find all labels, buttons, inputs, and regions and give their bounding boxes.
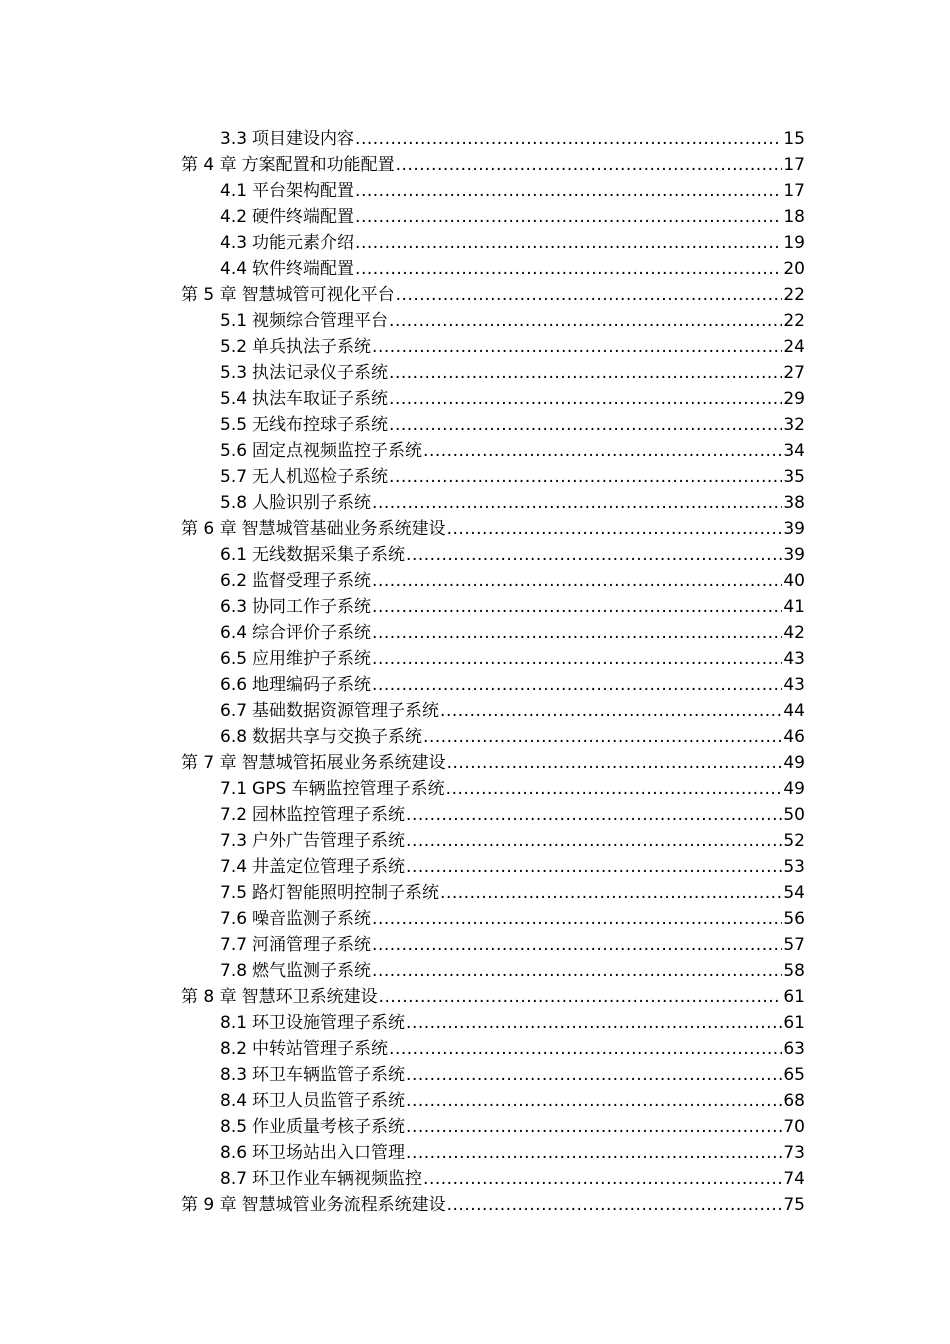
toc-entry-title: [220, 776, 445, 802]
toc-entry-number: 7.3: [220, 831, 248, 851]
toc-dot-leader: [389, 386, 782, 412]
toc-dot-leader: [396, 152, 783, 178]
toc-dot-leader: [389, 308, 782, 334]
toc-entry-title: [220, 1140, 405, 1166]
toc-entry-title: [220, 1010, 405, 1036]
toc-dot-leader: [423, 724, 782, 750]
toc-page-number: 54: [783, 883, 805, 903]
toc-dot-leader: [355, 256, 782, 282]
toc-section-entry[interactable]: [220, 932, 805, 958]
toc-section-entry[interactable]: [220, 906, 805, 932]
toc-entry-text: 无线数据采集子系统: [252, 545, 406, 565]
toc-section-entry[interactable]: [220, 1114, 805, 1140]
toc-page-number: 17: [783, 155, 805, 175]
toc-entry-title: [220, 880, 439, 906]
toc-page-number: 38: [783, 493, 805, 513]
toc-entry-title: [220, 204, 354, 230]
toc-entry-number: 第 6 章: [181, 519, 237, 539]
toc-section-entry[interactable]: [220, 308, 805, 334]
toc-entry-text: 软件终端配置: [252, 259, 355, 279]
toc-entry-title: [220, 724, 422, 750]
toc-section-entry[interactable]: [220, 828, 805, 854]
toc-page-number: 75: [783, 1195, 805, 1215]
toc-dot-leader: [406, 802, 782, 828]
toc-dot-leader: [446, 776, 783, 802]
toc-entry-text: 功能元素介绍: [252, 233, 355, 253]
toc-entry-text: GPS 车辆监控管理子系统: [252, 779, 445, 799]
toc-chapter-entry[interactable]: [181, 1192, 805, 1218]
toc-entry-text: 中转站管理子系统: [252, 1039, 389, 1059]
toc-page-number: 40: [783, 571, 805, 591]
toc-entry-number: 6.5: [220, 649, 248, 669]
toc-entry-number: 第 5 章: [181, 285, 237, 305]
toc-section-entry[interactable]: [220, 958, 805, 984]
toc-entry-title: [220, 126, 354, 152]
toc-page-number: 34: [783, 441, 805, 461]
toc-entry-number: 7.2: [220, 805, 248, 825]
toc-entry-number: 5.3: [220, 363, 248, 383]
toc-section-entry[interactable]: [220, 1140, 805, 1166]
toc-entry-number: 第 7 章: [181, 753, 237, 773]
toc-dot-leader: [372, 568, 782, 594]
toc-entry-text: 智慧环卫系统建设: [241, 987, 378, 1007]
toc-entry-number: 4.4: [220, 259, 248, 279]
toc-dot-leader: [423, 1166, 782, 1192]
toc-entry-number: 第 4 章: [181, 155, 237, 175]
toc-entry-text: 执法记录仪子系统: [252, 363, 389, 383]
toc-page-number: 29: [783, 389, 805, 409]
toc-dot-leader: [389, 1036, 782, 1062]
toc-entry-title: [220, 490, 371, 516]
toc-page-number: 49: [783, 779, 805, 799]
toc-page-number: 61: [783, 987, 805, 1007]
toc-entry-number: 7.6: [220, 909, 248, 929]
toc-dot-leader: [406, 828, 782, 854]
toc-entry-title: [181, 152, 395, 178]
toc-entry-text: 燃气监测子系统: [252, 961, 372, 981]
toc-dot-leader: [389, 412, 782, 438]
toc-entry-title: [220, 542, 405, 568]
toc-dot-leader: [372, 594, 782, 620]
toc-page-number: 73: [783, 1143, 805, 1163]
toc-dot-leader: [406, 1140, 782, 1166]
toc-entry-number: 5.4: [220, 389, 248, 409]
toc-entry-title: [220, 1166, 422, 1192]
toc-page-number: 19: [783, 233, 805, 253]
toc-section-entry[interactable]: [220, 386, 805, 412]
toc-dot-leader: [396, 282, 783, 308]
toc-section-entry[interactable]: [220, 672, 805, 698]
toc-section-entry[interactable]: [220, 802, 805, 828]
toc-entry-number: 6.2: [220, 571, 248, 591]
toc-entry-number: 6.8: [220, 727, 248, 747]
toc-dot-leader: [372, 932, 782, 958]
toc-entry-text: 路灯智能照明控制子系统: [252, 883, 440, 903]
toc-section-entry[interactable]: [220, 334, 805, 360]
toc-page-number: 32: [783, 415, 805, 435]
toc-section-entry[interactable]: [220, 412, 805, 438]
toc-page-number: 56: [783, 909, 805, 929]
toc-section-entry[interactable]: [220, 1010, 805, 1036]
toc-entry-title: [181, 984, 378, 1010]
toc-entry-text: 井盖定位管理子系统: [252, 857, 406, 877]
toc-page-number: 58: [783, 961, 805, 981]
toc-dot-leader: [447, 1192, 783, 1218]
toc-dot-leader: [372, 620, 782, 646]
toc-section-entry[interactable]: [220, 542, 805, 568]
toc-page-number: 61: [783, 1013, 805, 1033]
toc-dot-leader: [440, 698, 782, 724]
toc-page-number: 50: [783, 805, 805, 825]
toc-dot-leader: [372, 646, 782, 672]
toc-entry-number: 7.7: [220, 935, 248, 955]
toc-entry-number: 第 9 章: [181, 1195, 237, 1215]
toc-entry-text: 执法车取证子系统: [252, 389, 389, 409]
toc-entry-number: 6.3: [220, 597, 248, 617]
toc-entry-number: 8.5: [220, 1117, 248, 1137]
toc-section-entry[interactable]: [220, 1166, 805, 1192]
toc-entry-title: [220, 646, 371, 672]
toc-entry-text: 方案配置和功能配置: [241, 155, 395, 175]
toc-entry-text: 监督受理子系统: [252, 571, 372, 591]
toc-entry-number: 5.1: [220, 311, 248, 331]
toc-entry-number: 7.8: [220, 961, 248, 981]
toc-page-number: 57: [783, 935, 805, 955]
toc-entry-title: [181, 516, 446, 542]
toc-page-number: 42: [783, 623, 805, 643]
toc-section-entry[interactable]: [220, 1036, 805, 1062]
toc-entry-text: 环卫场站出入口管理: [252, 1143, 406, 1163]
toc-dot-leader: [389, 360, 782, 386]
toc-page-number: 70: [783, 1117, 805, 1137]
toc-entry-title: [220, 594, 371, 620]
table-of-contents: [0, 126, 950, 1218]
toc-chapter-entry[interactable]: [181, 984, 805, 1010]
toc-entry-text: 无人机巡检子系统: [252, 467, 389, 487]
toc-entry-title: [220, 1088, 405, 1114]
toc-entry-title: [220, 802, 405, 828]
toc-entry-text: 数据共享与交换子系统: [252, 727, 423, 747]
toc-entry-title: [220, 620, 371, 646]
toc-section-entry[interactable]: [220, 646, 805, 672]
toc-dot-leader: [406, 1010, 782, 1036]
toc-dot-leader: [406, 1088, 782, 1114]
toc-entry-number: 第 8 章: [181, 987, 237, 1007]
toc-dot-leader: [372, 672, 782, 698]
toc-entry-text: 单兵执法子系统: [252, 337, 372, 357]
toc-dot-leader: [440, 880, 782, 906]
toc-entry-number: 8.1: [220, 1013, 248, 1033]
toc-entry-title: [220, 256, 354, 282]
toc-entry-title: [220, 412, 388, 438]
toc-section-entry[interactable]: [220, 230, 805, 256]
toc-entry-text: 智慧城管基础业务系统建设: [241, 519, 446, 539]
toc-entry-number: 4.3: [220, 233, 248, 253]
toc-entry-number: 5.6: [220, 441, 248, 461]
toc-entry-title: [220, 464, 388, 490]
toc-entry-title: [220, 230, 354, 256]
toc-dot-leader: [389, 464, 782, 490]
toc-entry-title: [220, 698, 439, 724]
toc-entry-text: 协同工作子系统: [252, 597, 372, 617]
toc-entry-text: 项目建设内容: [252, 129, 355, 149]
toc-entry-title: [220, 438, 422, 464]
toc-chapter-entry[interactable]: [181, 516, 805, 542]
toc-section-entry[interactable]: [220, 360, 805, 386]
toc-page-number: 39: [783, 545, 805, 565]
toc-entry-text: 环卫人员监管子系统: [252, 1091, 406, 1111]
toc-section-entry[interactable]: [220, 178, 805, 204]
toc-entry-title: [220, 1036, 388, 1062]
toc-entry-text: 应用维护子系统: [252, 649, 372, 669]
toc-section-entry[interactable]: [220, 776, 805, 802]
toc-entry-number: 7.1: [220, 779, 248, 799]
toc-entry-text: 视频综合管理平台: [252, 311, 389, 331]
toc-entry-text: 噪音监测子系统: [252, 909, 372, 929]
toc-entry-title: [181, 282, 395, 308]
toc-entry-title: [220, 386, 388, 412]
toc-entry-title: [220, 672, 371, 698]
toc-dot-leader: [406, 1062, 782, 1088]
toc-section-entry[interactable]: [220, 464, 805, 490]
toc-entry-title: [220, 178, 354, 204]
toc-entry-number: 7.5: [220, 883, 248, 903]
toc-entry-number: 5.2: [220, 337, 248, 357]
toc-entry-text: 无线布控球子系统: [252, 415, 389, 435]
toc-entry-title: [220, 308, 388, 334]
toc-entry-number: 4.1: [220, 181, 248, 201]
toc-entry-number: 8.6: [220, 1143, 248, 1163]
toc-page-number: 39: [783, 519, 805, 539]
toc-entry-text: 环卫设施管理子系统: [252, 1013, 406, 1033]
toc-dot-leader: [406, 1114, 782, 1140]
toc-page-number: 20: [783, 259, 805, 279]
toc-entry-text: 河涌管理子系统: [252, 935, 372, 955]
toc-entry-title: [220, 360, 388, 386]
toc-dot-leader: [372, 334, 782, 360]
toc-chapter-entry[interactable]: [181, 750, 805, 776]
toc-page-number: 63: [783, 1039, 805, 1059]
toc-page-number: 22: [783, 311, 805, 331]
toc-entry-number: 8.2: [220, 1039, 248, 1059]
toc-entry-title: [220, 906, 371, 932]
toc-entry-text: 环卫车辆监管子系统: [252, 1065, 406, 1085]
toc-dot-leader: [406, 542, 782, 568]
toc-entry-title: [220, 932, 371, 958]
toc-page-number: 65: [783, 1065, 805, 1085]
toc-dot-leader: [406, 854, 782, 880]
toc-dot-leader: [372, 958, 782, 984]
toc-entry-number: 6.6: [220, 675, 248, 695]
toc-entry-text: 智慧城管拓展业务系统建设: [241, 753, 446, 773]
toc-page-number: 49: [783, 753, 805, 773]
toc-section-entry[interactable]: [220, 126, 805, 152]
toc-entry-number: 8.7: [220, 1169, 248, 1189]
toc-entry-number: 8.3: [220, 1065, 248, 1085]
toc-page-number: 52: [783, 831, 805, 851]
toc-section-entry[interactable]: [220, 724, 805, 750]
toc-entry-title: [220, 828, 405, 854]
toc-entry-title: [181, 1192, 446, 1218]
toc-entry-number: 4.2: [220, 207, 248, 227]
toc-entry-number: 5.8: [220, 493, 248, 513]
toc-entry-title: [220, 568, 371, 594]
toc-entry-title: [220, 958, 371, 984]
toc-page-number: 46: [783, 727, 805, 747]
toc-entry-text: 基础数据资源管理子系统: [252, 701, 440, 721]
toc-entry-text: 平台架构配置: [252, 181, 355, 201]
toc-entry-text: 园林监控管理子系统: [252, 805, 406, 825]
toc-entry-text: 户外广告管理子系统: [252, 831, 406, 851]
toc-entry-title: [181, 750, 446, 776]
toc-page-number: 53: [783, 857, 805, 877]
toc-entry-title: [220, 854, 405, 880]
toc-section-entry[interactable]: [220, 880, 805, 906]
toc-section-entry[interactable]: [220, 204, 805, 230]
toc-entry-title: [220, 1114, 405, 1140]
toc-entry-number: 6.7: [220, 701, 248, 721]
toc-page-number: 41: [783, 597, 805, 617]
toc-section-entry[interactable]: [220, 620, 805, 646]
toc-entry-text: 作业质量考核子系统: [252, 1117, 406, 1137]
toc-dot-leader: [372, 906, 782, 932]
toc-section-entry[interactable]: [220, 568, 805, 594]
toc-entry-number: 5.7: [220, 467, 248, 487]
toc-page-number: 18: [783, 207, 805, 227]
toc-entry-text: 环卫作业车辆视频监控: [252, 1169, 423, 1189]
toc-entry-text: 硬件终端配置: [252, 207, 355, 227]
toc-dot-leader: [379, 984, 783, 1010]
toc-entry-text: 智慧城管业务流程系统建设: [241, 1195, 446, 1215]
toc-entry-number: 8.4: [220, 1091, 248, 1111]
toc-section-entry[interactable]: [220, 594, 805, 620]
toc-section-entry[interactable]: [220, 698, 805, 724]
toc-page-number: 15: [783, 129, 805, 149]
toc-entry-number: 6.4: [220, 623, 248, 643]
toc-dot-leader: [355, 126, 782, 152]
toc-dot-leader: [355, 204, 782, 230]
toc-chapter-entry[interactable]: [181, 152, 805, 178]
toc-entry-text: 固定点视频监控子系统: [252, 441, 423, 461]
toc-entry-number: 5.5: [220, 415, 248, 435]
toc-entry-number: 3.3: [220, 129, 248, 149]
toc-dot-leader: [423, 438, 782, 464]
toc-page-number: 24: [783, 337, 805, 357]
toc-entry-number: 6.1: [220, 545, 248, 565]
toc-section-entry[interactable]: [220, 438, 805, 464]
toc-section-entry[interactable]: [220, 1062, 805, 1088]
toc-page-number: 43: [783, 649, 805, 669]
toc-dot-leader: [355, 178, 782, 204]
toc-section-entry[interactable]: [220, 256, 805, 282]
toc-page-number: 68: [783, 1091, 805, 1111]
toc-page-number: 22: [783, 285, 805, 305]
toc-page-number: 35: [783, 467, 805, 487]
toc-entry-number: 7.4: [220, 857, 248, 877]
toc-section-entry[interactable]: [220, 854, 805, 880]
toc-entry-text: 人脸识别子系统: [252, 493, 372, 513]
toc-page-number: 44: [783, 701, 805, 721]
toc-section-entry[interactable]: [220, 1088, 805, 1114]
toc-page-number: 27: [783, 363, 805, 383]
toc-entry-text: 地理编码子系统: [252, 675, 372, 695]
toc-dot-leader: [447, 750, 783, 776]
toc-section-entry[interactable]: [220, 490, 805, 516]
toc-dot-leader: [355, 230, 782, 256]
toc-page-number: 74: [783, 1169, 805, 1189]
toc-entry-text: 智慧城管可视化平台: [241, 285, 395, 305]
toc-page-number: 17: [783, 181, 805, 201]
toc-entry-title: [220, 334, 371, 360]
toc-entry-title: [220, 1062, 405, 1088]
toc-dot-leader: [372, 490, 782, 516]
toc-page-number: 43: [783, 675, 805, 695]
toc-chapter-entry[interactable]: [181, 282, 805, 308]
toc-dot-leader: [447, 516, 783, 542]
toc-entry-text: 综合评价子系统: [252, 623, 372, 643]
